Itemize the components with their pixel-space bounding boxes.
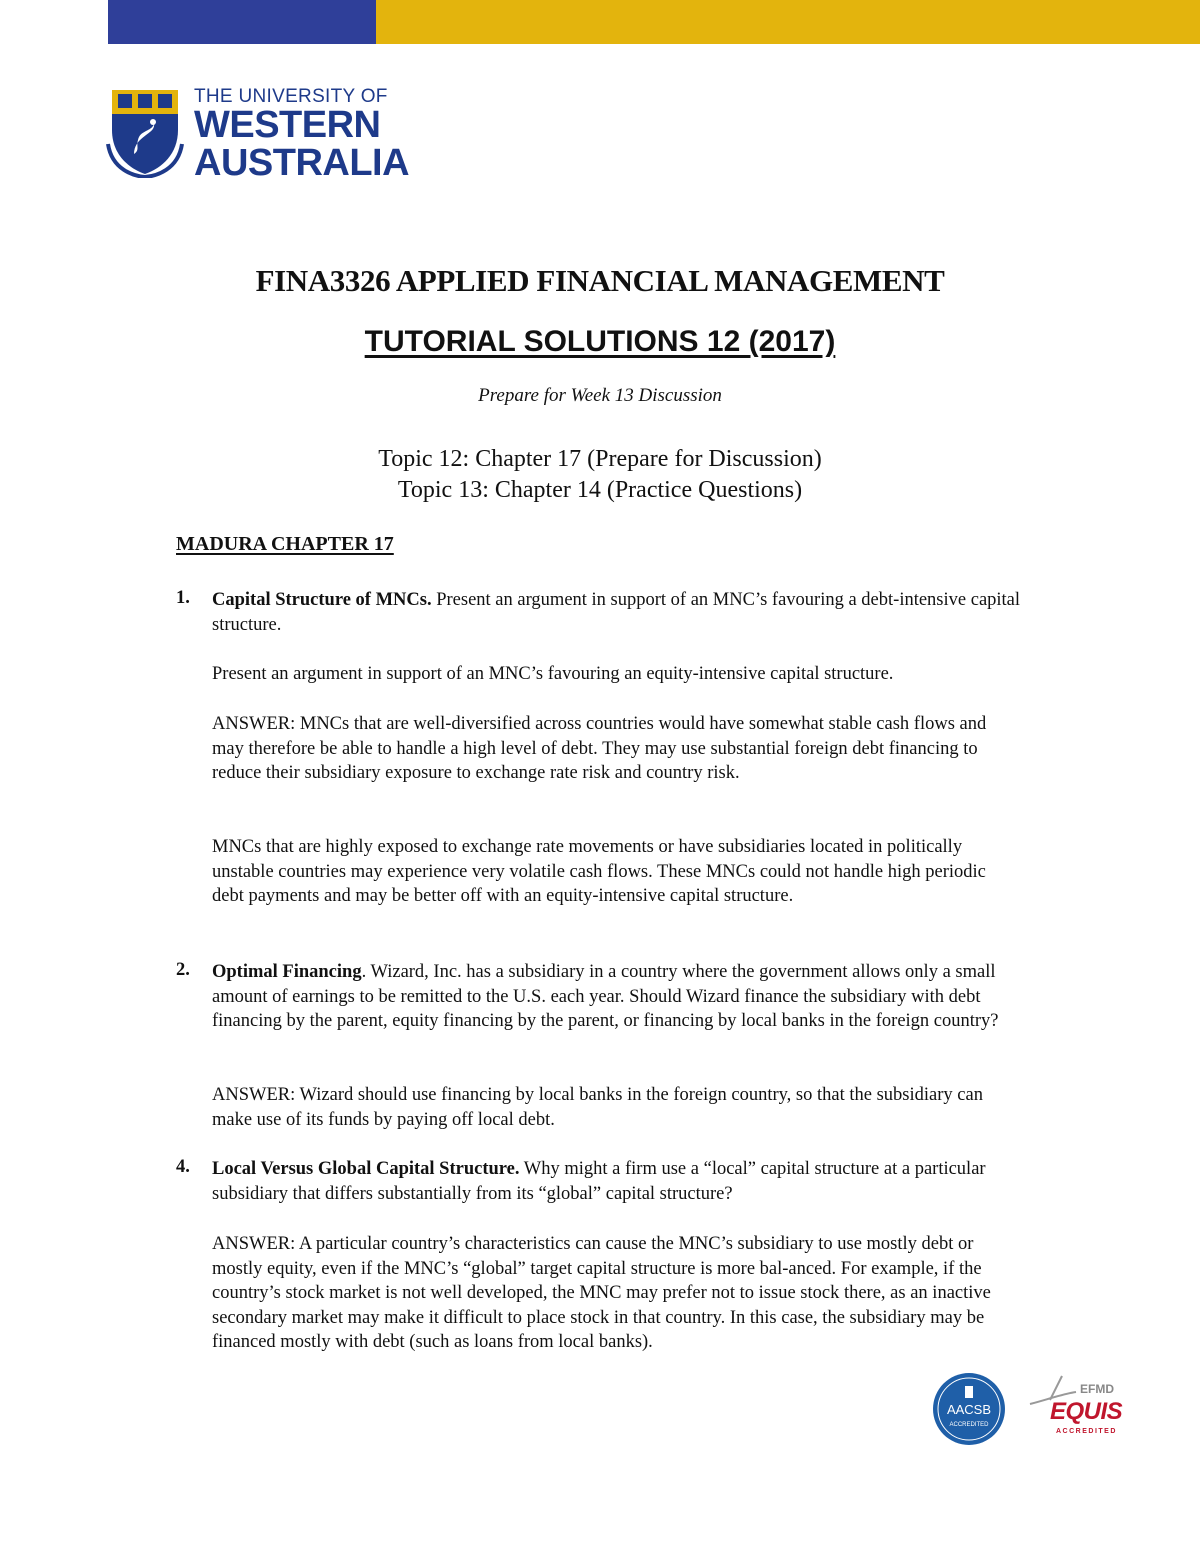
question-body: . Wizard, Inc. has a subsidiary in a country where the government allows only a small amount of earnings to be remitted to the U.S. each year. Should Wizard finance the subsidiary with debt financing by the parent, equity financing by the parent, or financing by local banks in the foreign country? — [212, 962, 999, 1031]
section-heading: MADURA CHAPTER 17 — [176, 533, 394, 555]
topic-line-1: Topic 12: Chapter 17 (Prepare for Discussion) — [378, 446, 822, 472]
header-bar-blue — [108, 0, 376, 44]
question-text — [212, 960, 1022, 1034]
prepare-note: Prepare for Week 13 Discussion — [478, 385, 722, 406]
question-text-2: Present an argument in support of an MNC’s favouring an equity-intensive capital structure. — [212, 664, 894, 684]
topic-line-2: Topic 13: Chapter 14 (Practice Questions) — [397, 477, 803, 503]
header-color-bar — [108, 0, 1200, 44]
tutorial-title: TUTORIAL SOLUTIONS 12 (2017) — [364, 325, 836, 358]
university-crest-icon — [104, 84, 186, 178]
equis-sub-text: ACCREDITED — [1056, 1428, 1117, 1435]
question-body: Present an argument in support of an MNC’s favouring a debt-intensive capital structure. — [212, 590, 1021, 635]
course-title: FINA3326 APPLIED FINANCIAL MANAGEMENT — [255, 263, 945, 298]
header-bar-gold — [376, 0, 1200, 44]
question-title: Local Versus Global Capital Structure. — [212, 1159, 520, 1179]
university-logo — [104, 84, 410, 184]
question-title: Capital Structure of MNCs. — [212, 590, 432, 610]
aacsb-text: AACSB — [946, 1402, 992, 1417]
question-number: 4. — [176, 1157, 190, 1177]
question-body: Why might a firm use a “local” capital structure at a particular subsidiary that differs substantially from its “global” capital structure? — [212, 1159, 986, 1204]
answer-text-2: MNCs that are highly exposed to exchange rate movements or have subsidiaries located in politically unstable countries may experience very volatile cash flows. These MNCs could not handle high periodic debt payments and may be better off with an equity-intensive capital structure. — [212, 837, 986, 906]
aacsb-sub-text: ACCREDITED — [949, 1422, 989, 1428]
university-name-line2: WESTERN — [194, 104, 381, 146]
answer-text: ANSWER: MNCs that are well-diversified across countries would have somewhat stable cash flows and may therefore be able to handle a high level of debt. They may use substantial foreign debt financing to reduce their subsidiary exposure to exchange rate risk and country risk. — [212, 714, 987, 783]
answer-text: ANSWER: Wizard should use financing by local banks in the foreign country, so that the subsidiary can make use of its funds by paying off local debt. — [212, 1085, 983, 1130]
university-name-line3: AUSTRALIA — [194, 142, 410, 184]
efmd-text: EFMD — [1080, 1382, 1114, 1396]
equis-accredited-logo — [1026, 1374, 1126, 1444]
question-number: 2. — [176, 960, 190, 980]
answer-text: ANSWER: A particular country’s characteristics can cause the MNC’s subsidiary to use mostly debt or mostly equity, even if the MNC’s “global” target capital structure is more bal-anced. For example, if the country’s stock market is not well developed, the MNC may prefer not to issue stock there, as an inactive secondary market may make it difficult to place stock in that country. In this case, the subsidiary may be financed mostly with debt (such as loans from local banks). — [212, 1234, 991, 1352]
equis-text: EQUIS — [1050, 1398, 1123, 1425]
aacsb-accredited-logo — [932, 1372, 1006, 1446]
question-text — [212, 588, 1022, 637]
university-name-line1: THE UNIVERSITY OF — [194, 86, 388, 107]
question-number: 1. — [176, 588, 190, 608]
question-title: Optimal Financing — [212, 962, 362, 982]
question-text — [212, 1157, 1022, 1206]
